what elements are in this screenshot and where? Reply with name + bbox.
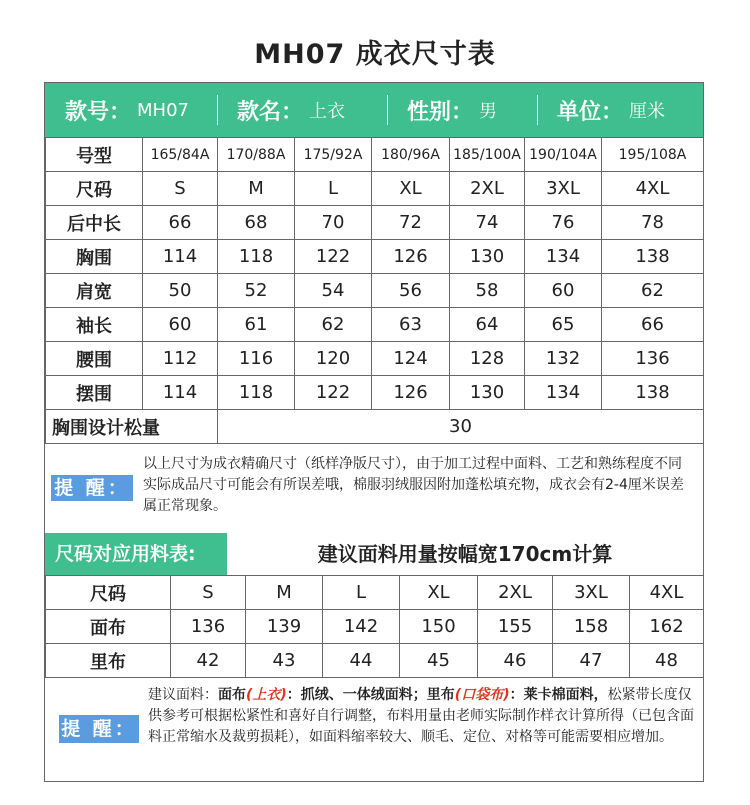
table-row	[46, 644, 704, 678]
table-cell: 64	[450, 308, 525, 342]
table-cell: 54	[295, 274, 372, 308]
table-cell: 150	[400, 610, 478, 644]
name-cell	[217, 83, 387, 137]
table-cell: 122	[295, 240, 372, 274]
table-cell: 4XL	[602, 172, 704, 206]
table-cell: 128	[450, 342, 525, 376]
tip2-rest: 松紧带长度仅供参考可根据松紧性和喜好自行调整，布料用量由老师实际制作样衣计算所得（已包含面料正常缩水及裁剪损耗），如面料缩率较大、顺毛、定位、对格等可能需要相应增加。	[148, 687, 694, 745]
ease-label: 胸围设计松量	[46, 410, 218, 444]
table-cell: 132	[525, 342, 602, 376]
table-cell: 62	[295, 308, 372, 342]
table-cell: 175/92A	[295, 138, 372, 172]
table-cell: 138	[602, 376, 704, 410]
table-cell: 118	[218, 376, 295, 410]
table-row	[46, 240, 704, 274]
table-cell: 158	[553, 610, 630, 644]
table-cell: 63	[372, 308, 450, 342]
row-label: 胸围	[46, 240, 143, 274]
table-cell: 47	[553, 644, 630, 678]
table-cell: 162	[630, 610, 704, 644]
table-cell: 68	[218, 206, 295, 240]
style-no-value: MH07	[137, 99, 189, 121]
table-cell: 138	[602, 240, 704, 274]
table-cell: 195/108A	[602, 138, 704, 172]
table-cell: XL	[400, 576, 478, 610]
table-cell: 70	[295, 206, 372, 240]
row-label: 尺码	[46, 172, 143, 206]
table-cell: 126	[372, 376, 450, 410]
table-cell: 62	[602, 274, 704, 308]
fabric-section-header	[45, 533, 703, 575]
table-cell: 130	[450, 240, 525, 274]
table-cell: 120	[295, 342, 372, 376]
tip2-lining: 里布	[426, 687, 455, 703]
table-cell: 130	[450, 376, 525, 410]
table-cell: 52	[218, 274, 295, 308]
gender-value: 男	[479, 101, 498, 122]
row-label: 面布	[46, 610, 171, 644]
fabric-section-title: 尺码对应用料表:	[45, 533, 227, 575]
table-row	[46, 308, 704, 342]
tip-text-2	[148, 685, 696, 748]
table-cell: S	[143, 172, 218, 206]
tip2-intro: 建议面料：	[148, 687, 218, 703]
tip-badge-2: 提 醒：	[59, 715, 139, 743]
table-cell: 136	[602, 342, 704, 376]
page-title: MH07 成衣尺寸表	[254, 39, 496, 70]
row-label: 里布	[46, 644, 171, 678]
row-label: 肩宽	[46, 274, 143, 308]
row-label: 尺码	[46, 576, 171, 610]
table-cell: 122	[295, 376, 372, 410]
table-cell: 3XL	[525, 172, 602, 206]
table-cell: 66	[602, 308, 704, 342]
row-label: 袖长	[46, 308, 143, 342]
table-cell: XL	[372, 172, 450, 206]
tip-text-1: 以上尺寸为成衣精确尺寸（纸样净版尺寸），由于加工过程中面料、工艺和熟练程度不同实际成品尺寸可能会有所误差哦，棉服羽绒服因附加蓬松填充物，成衣会有2-4厘米误差属正常现象。	[143, 456, 684, 514]
table-cell: 136	[171, 610, 246, 644]
table-cell: 114	[143, 240, 218, 274]
table-cell: 118	[218, 240, 295, 274]
table-cell: 66	[143, 206, 218, 240]
table-cell: 139	[246, 610, 323, 644]
table-cell: M	[246, 576, 323, 610]
fabric-section-subtitle: 建议面料用量按幅宽170cm计算	[317, 542, 613, 566]
table-cell: 114	[143, 376, 218, 410]
name-value: 上衣	[309, 101, 346, 122]
unit-label: 单位：	[557, 99, 624, 125]
table-cell: 72	[372, 206, 450, 240]
table-row	[46, 610, 704, 644]
size-table	[45, 137, 704, 444]
style-no-cell	[45, 83, 217, 137]
row-label: 摆围	[46, 376, 143, 410]
tip-box-1	[45, 441, 703, 533]
unit-value: 厘米	[629, 101, 666, 122]
header-bar	[45, 83, 703, 137]
table-cell: L	[323, 576, 400, 610]
table-cell: 185/100A	[450, 138, 525, 172]
table-row	[46, 342, 704, 376]
table-cell: 134	[525, 240, 602, 274]
table-row	[46, 138, 704, 172]
table-cell: 78	[602, 206, 704, 240]
table-cell: 50	[143, 274, 218, 308]
tip-box-2	[45, 677, 703, 781]
table-cell: 42	[171, 644, 246, 678]
table-cell: 43	[246, 644, 323, 678]
table-cell: 124	[372, 342, 450, 376]
table-row	[46, 376, 704, 410]
table-cell: 3XL	[553, 576, 630, 610]
table-cell: 60	[143, 308, 218, 342]
table-cell: 45	[400, 644, 478, 678]
table-cell: 116	[218, 342, 295, 376]
ease-row	[46, 410, 704, 444]
row-label: 后中长	[46, 206, 143, 240]
table-cell: 60	[525, 274, 602, 308]
table-cell: 142	[323, 610, 400, 644]
table-cell: 65	[525, 308, 602, 342]
unit-cell	[537, 83, 703, 137]
gender-cell	[387, 83, 537, 137]
table-cell: 190/104A	[525, 138, 602, 172]
tip2-lining-desc: 莱卡棉面料，	[523, 687, 608, 703]
table-cell: 170/88A	[218, 138, 295, 172]
table-row	[46, 576, 704, 610]
fabric-table	[45, 575, 704, 678]
tip2-colon: ：	[509, 687, 524, 703]
table-cell: 61	[218, 308, 295, 342]
table-cell: 134	[525, 376, 602, 410]
tip2-face-fabric: 面布	[218, 687, 246, 703]
table-cell: 126	[372, 240, 450, 274]
table-cell: 48	[630, 644, 704, 678]
table-cell: 112	[143, 342, 218, 376]
table-cell: 44	[323, 644, 400, 678]
name-label: 款名：	[237, 99, 304, 125]
table-cell: M	[218, 172, 295, 206]
table-row	[46, 172, 704, 206]
tip2-lining-note: (口袋布)	[454, 687, 510, 703]
table-cell: 4XL	[630, 576, 704, 610]
ease-value: 30	[218, 410, 704, 444]
table-cell: 76	[525, 206, 602, 240]
tip-badge-1: 提 醒：	[51, 475, 133, 501]
table-cell: 155	[478, 610, 553, 644]
table-cell: 2XL	[450, 172, 525, 206]
table-row	[46, 206, 704, 240]
table-cell: L	[295, 172, 372, 206]
table-cell: S	[171, 576, 246, 610]
table-row	[46, 274, 704, 308]
gender-label: 性别：	[407, 99, 474, 125]
table-cell: 74	[450, 206, 525, 240]
tip2-face-note: (上衣)	[246, 687, 287, 703]
table-cell: 2XL	[478, 576, 553, 610]
row-label: 号型	[46, 138, 143, 172]
table-cell: 58	[450, 274, 525, 308]
table-cell: 180/96A	[372, 138, 450, 172]
table-cell: 56	[372, 274, 450, 308]
row-label: 腰围	[46, 342, 143, 376]
style-no-label: 款号：	[65, 99, 132, 125]
table-cell: 165/84A	[143, 138, 218, 172]
table-cell: 46	[478, 644, 553, 678]
tip2-face-desc: ：抓绒、一体绒面料；	[286, 687, 427, 703]
